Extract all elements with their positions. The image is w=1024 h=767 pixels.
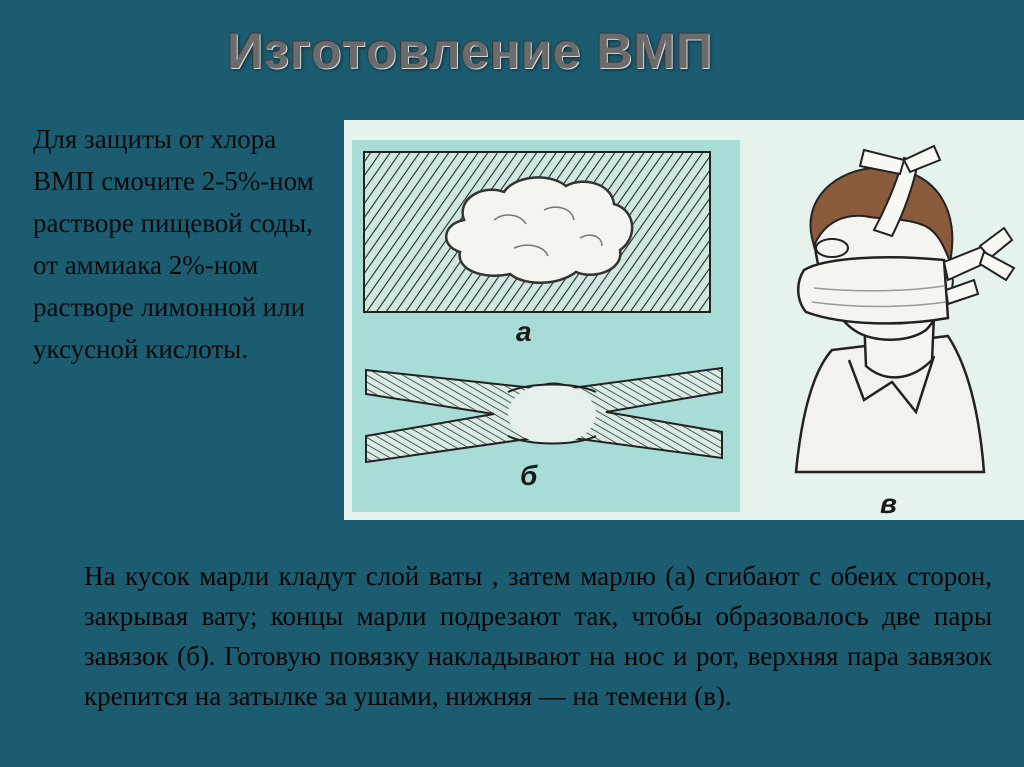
cotton-layer [446, 177, 632, 282]
label-a: а [516, 316, 532, 347]
label-b: б [520, 460, 538, 491]
instructions-paragraph: На кусок марли кладут слой ваты , затем марлю (а) сгибают с обеих сторон, закрывая вату; концы марли подрезают так, чтобы образовалось две пары завязок (б). Готовую повязку накладывают на нос и рот, верхняя пара завязок крепится на затылке за ушами, нижняя — на темени (в). [84, 561, 992, 711]
person-with-mask [796, 146, 1014, 472]
mask-illustration-svg [344, 120, 1024, 520]
mask-illustration [344, 120, 1024, 520]
label-v: в [880, 488, 897, 519]
page-title: Изготовление ВМП [227, 23, 713, 79]
protection-instructions: Для защиты от хлора ВМП смочите 2-5%-ном растворе пищевой соды, от аммиака 2%-ном растворе лимонной или уксусной кислоты. [33, 124, 314, 364]
